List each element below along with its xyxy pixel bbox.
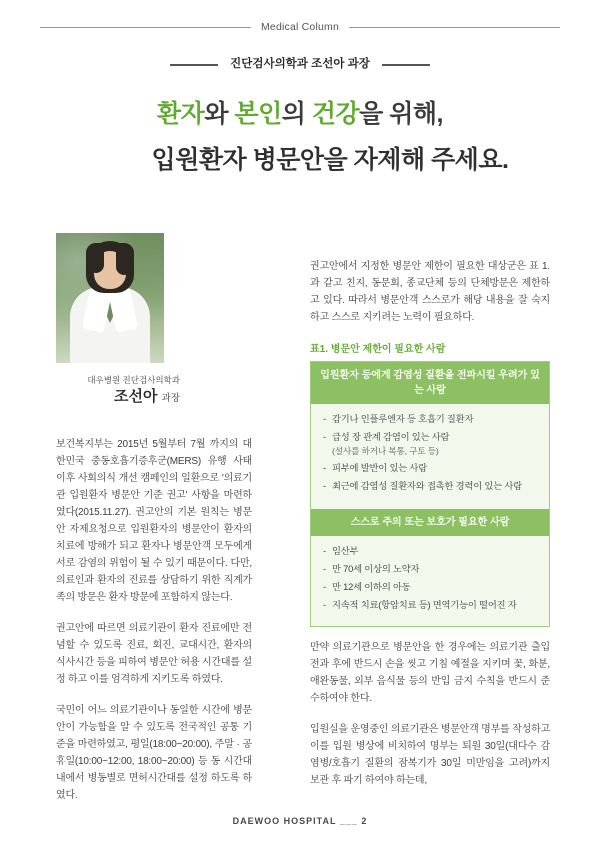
- list-item-text: 감기나 인플루엔자 등 호흡기 질환자: [332, 414, 474, 424]
- right-column: [310, 258, 550, 789]
- list-item-text: 급성 장 관계 감염이 있는 사람: [332, 432, 450, 442]
- table-group-1-header: 입원환자 등에게 감염성 질환을 전파시킬 우려가 있는 사람: [311, 362, 549, 404]
- doctor-photo: [56, 233, 164, 363]
- department-bar: [0, 52, 600, 76]
- list-item: [323, 544, 539, 559]
- headline-particle-2: 의: [281, 100, 312, 128]
- right-paragraph-1: 만약 의료기관으로 병문안을 한 경우에는 의료기관 출입 전과 후에 반드시 손을 씻고 기침 예절을 지키며 꽃, 화분, 애완동물, 외부 음식물 등의 반입 금지 수칙을 반드시 준수하여야 한다.: [310, 642, 550, 704]
- photo-caption-name: [40, 387, 180, 409]
- list-item: [323, 562, 539, 577]
- photo-caption-department: 대우병원 진단검사의학과: [87, 375, 180, 385]
- left-column: [56, 436, 252, 804]
- page-header: [0, 16, 600, 38]
- headline-line-1: [40, 96, 560, 132]
- list-item: [323, 412, 539, 427]
- list-item-sub: (설사를 하거나 복통, 구토 등): [332, 446, 439, 456]
- list-item-text: 임산부: [332, 546, 359, 556]
- right-intro-paragraph: 권고안에서 지정한 병문안 제한이 필요한 대상군은 표 1.과 같고 친지, 동문회, 종교단체 등의 단체방문은 제한하고 있다. 따라서 병문안객 스스로가 해당 내용을 잘 숙지하고 스스로 지키려는 노력이 필요하다.: [310, 261, 550, 323]
- table-caption: 표1. 병문안 제한이 필요한 사람: [310, 344, 446, 355]
- right-paragraph-2: 입원실을 운영중인 의료기관은 병문안객 명부를 작성하고 이를 입원 병상에 비치하여 명부는 퇴원 30일(대다수 감염병/호흡기 질환의 잠복기가 30일 미만임을 고려)까지 보관 후 파기 하여야 하는데,: [310, 724, 550, 786]
- list-item-text: 만 12세 이하의 아동: [332, 582, 411, 592]
- headline-tail-1: 을 위해,: [359, 100, 443, 128]
- list-item-text: 지속적 치료(항암치료 등) 면역기능이 떨어진 자: [332, 600, 517, 610]
- table-group-2-list: [311, 536, 549, 613]
- footer-separator: ___: [339, 816, 358, 826]
- table-group-2-header: 스스로 주의 또는 보호가 필요한 사람: [311, 509, 549, 536]
- list-item-text: 피부에 발반이 있는 사람: [332, 463, 427, 473]
- list-item: [323, 479, 539, 494]
- restriction-table: [310, 361, 550, 627]
- list-item: [323, 461, 539, 476]
- photo-caption: [40, 374, 180, 409]
- list-item-text: 최근에 감염성 질환자와 접촉한 경력이 있는 사람: [332, 481, 522, 491]
- footer-brand: DAEWOO HOSPITAL: [232, 816, 337, 826]
- list-item-text: 만 70세 이상의 노약자: [332, 564, 420, 574]
- headline-word-self: 본인: [234, 100, 282, 128]
- left-paragraph-3: 국민이 어느 의료기관이나 동일한 시간에 병문안이 가능함을 알 수 있도록 전국적인 공통 기준을 마련하였고, 평일(18:00~20:00), 주말 · 공휴일(10:00~12:00, 18:00~20:00) 등 동 시간대 내에서 병동별로 면허시간대를 설정 하도록 하였다.: [56, 705, 252, 801]
- left-paragraph-2: 권고안에 따르면 의료기관이 환자 진료에만 전념할 수 있도록 진료, 회진, 교대시간, 환자의 식사시간 등을 피하여 병문안 허용 시간대를 설정 하고 이를 엄격하게 지키도록 하였다.: [56, 623, 252, 685]
- headline-line-2: 입원환자 병문안을 자제해 주세요.: [151, 146, 509, 174]
- footer-page-number: 2: [361, 816, 368, 826]
- table-group-1-list: [311, 404, 549, 494]
- header-label: [0, 16, 600, 38]
- headline-word-health: 건강: [311, 100, 360, 128]
- headline-word-patient: 환자: [157, 100, 205, 128]
- page-title: [40, 96, 560, 178]
- photo-hair-right: [116, 243, 134, 275]
- page-footer: [0, 816, 600, 826]
- photo-hair-left: [86, 243, 104, 273]
- photo-caption-title: 과장: [161, 393, 180, 404]
- department-text: 진단검사의학과 조선아 과장: [218, 58, 382, 70]
- headline-particle-1: 와: [204, 100, 235, 128]
- table-group-divider: [311, 497, 549, 509]
- photo-caption-name-text: 조선아: [113, 388, 158, 405]
- list-item: [323, 580, 539, 595]
- left-paragraph-1: 보건복지부는 2015년 5월부터 7월 까지의 대한민국 중동호흡기증후군(MERS) 유행 사태 이후 사회의식 개선 캠페인의 일환으로 '의료기관 입원환자 병문안 기준 권고' 사항을 마련하였다(2015.11.27). 권고안의 기본 원칙는 병문안 자제요청으로 입원환자의 병문안이 환자의 치료에 방해가 되고 환자나 병문안객 모두에게 서로 감염의 위험이 될 수 있기 때문이다. 다만, 의료인과 환자의 진료를 상담하기 위한 직계가족의 방문은 환자 방문에 포함하지 않는다.: [56, 439, 252, 603]
- department-text-wrap: [0, 52, 600, 76]
- list-item: [323, 598, 539, 613]
- list-item: [323, 430, 539, 458]
- header-label-text: Medical Column: [251, 16, 349, 38]
